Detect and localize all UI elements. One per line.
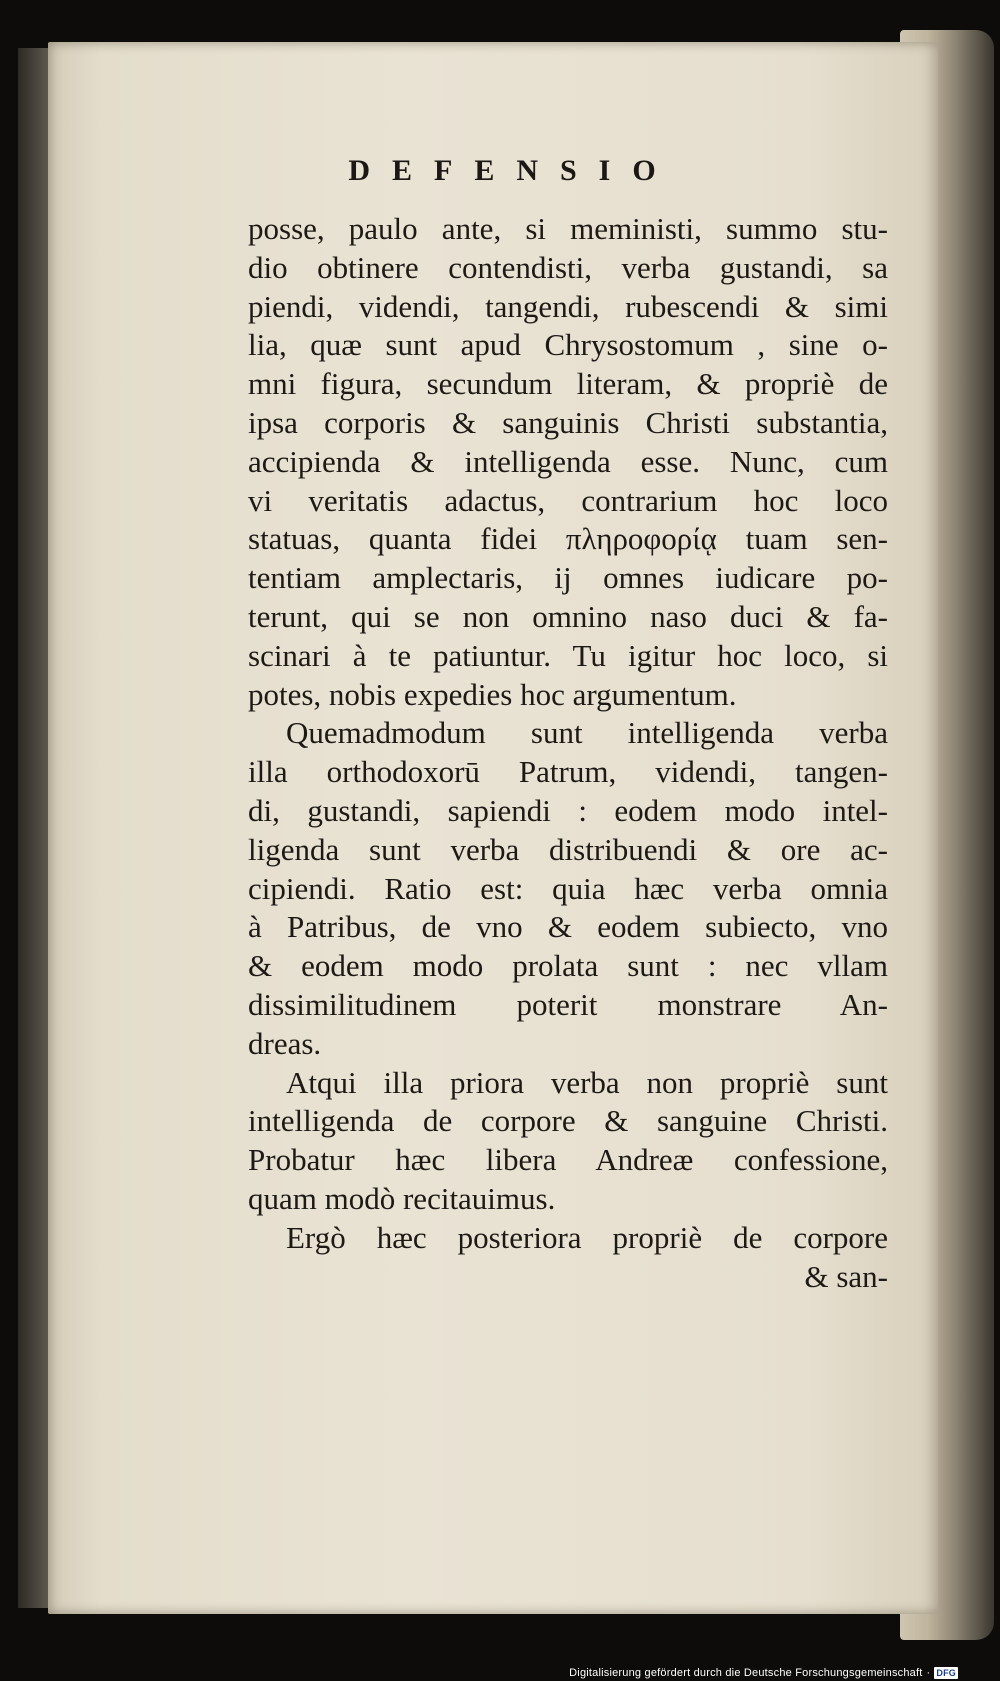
text-line: illa orthodoxorū Patrum, videndi, tangen- — [248, 754, 888, 790]
dfg-logo-icon: DFG — [936, 1668, 956, 1678]
text-line: di, gustandi, sapiendi : eodem modo intel- — [248, 792, 888, 828]
text-line: accipienda & intelligenda esse. Nunc, cum — [248, 443, 888, 479]
page-body-text — [248, 210, 888, 1296]
text-line: terunt, qui se non omnino naso duci & fa- — [248, 598, 888, 634]
paragraph-3 — [248, 1064, 888, 1219]
text-line: ipsa corporis & sanguinis Christi substantia, — [248, 404, 888, 440]
digitization-credit: Digitalisierung gefördert durch die Deutsche Forschungsgemeinschaft · DFG — [569, 1667, 956, 1679]
text-line: Quemadmodum sunt intelligenda verba — [286, 715, 888, 751]
text-line: lia, quæ sunt apud Chrysostomum , sine o- — [248, 327, 888, 363]
text-line: posse, paulo ante, si meministi, summo stu- — [248, 211, 888, 246]
catchword: & san- — [804, 1258, 888, 1294]
paragraph-4 — [248, 1219, 888, 1297]
text-line: piendi, videndi, tangendi, rubescendi & simi — [248, 288, 888, 324]
text-line: intelligenda de corpore & sanguine Christi. — [248, 1103, 888, 1139]
running-head: DEFENSIO — [348, 154, 678, 187]
text-line: dreas. — [248, 1025, 322, 1061]
paragraph-2 — [248, 714, 888, 1063]
text-line: vi veritatis adactus, contrarium hoc loco — [248, 482, 888, 518]
text-line: & eodem modo prolata sunt : nec vllam — [248, 948, 888, 984]
text-line: Ergò hæc posteriora propriè de corpore — [286, 1219, 888, 1255]
text-line: dissimilitudinem poterit monstrare An- — [248, 986, 888, 1022]
text-line: tentiam amplectaris, ij omnes iudicare po- — [248, 560, 888, 596]
paragraph-1 — [248, 210, 888, 714]
text-line: à Patribus, de vno & eodem subiecto, vno — [248, 909, 888, 945]
text-line: scinari à te patiuntur. Tu igitur hoc loco, si — [248, 637, 888, 673]
book-page — [48, 42, 938, 1614]
text-line: statuas, quanta fidei πληροφορίᾳ tuam sen- — [248, 521, 888, 557]
credit-text: Digitalisierung gefördert durch die Deutsche Forschungsgemeinschaft — [569, 1667, 923, 1679]
text-line: Probatur hæc libera Andreæ confessione, — [248, 1142, 888, 1178]
text-line: mni figura, secundum literam, & propriè de — [248, 366, 888, 402]
text-line: dio obtinere contendisti, verba gustandi, sa — [248, 249, 888, 285]
text-line: Atqui illa priora verba non propriè sunt — [286, 1064, 888, 1100]
text-line: potes, nobis expedies hoc argumentum. — [248, 676, 737, 712]
text-line: quam modò recitauimus. — [248, 1180, 556, 1216]
text-line: cipiendi. Ratio est: quia hæc verba omnia — [248, 870, 888, 906]
text-line: ligenda sunt verba distribuendi & ore ac- — [248, 831, 888, 867]
